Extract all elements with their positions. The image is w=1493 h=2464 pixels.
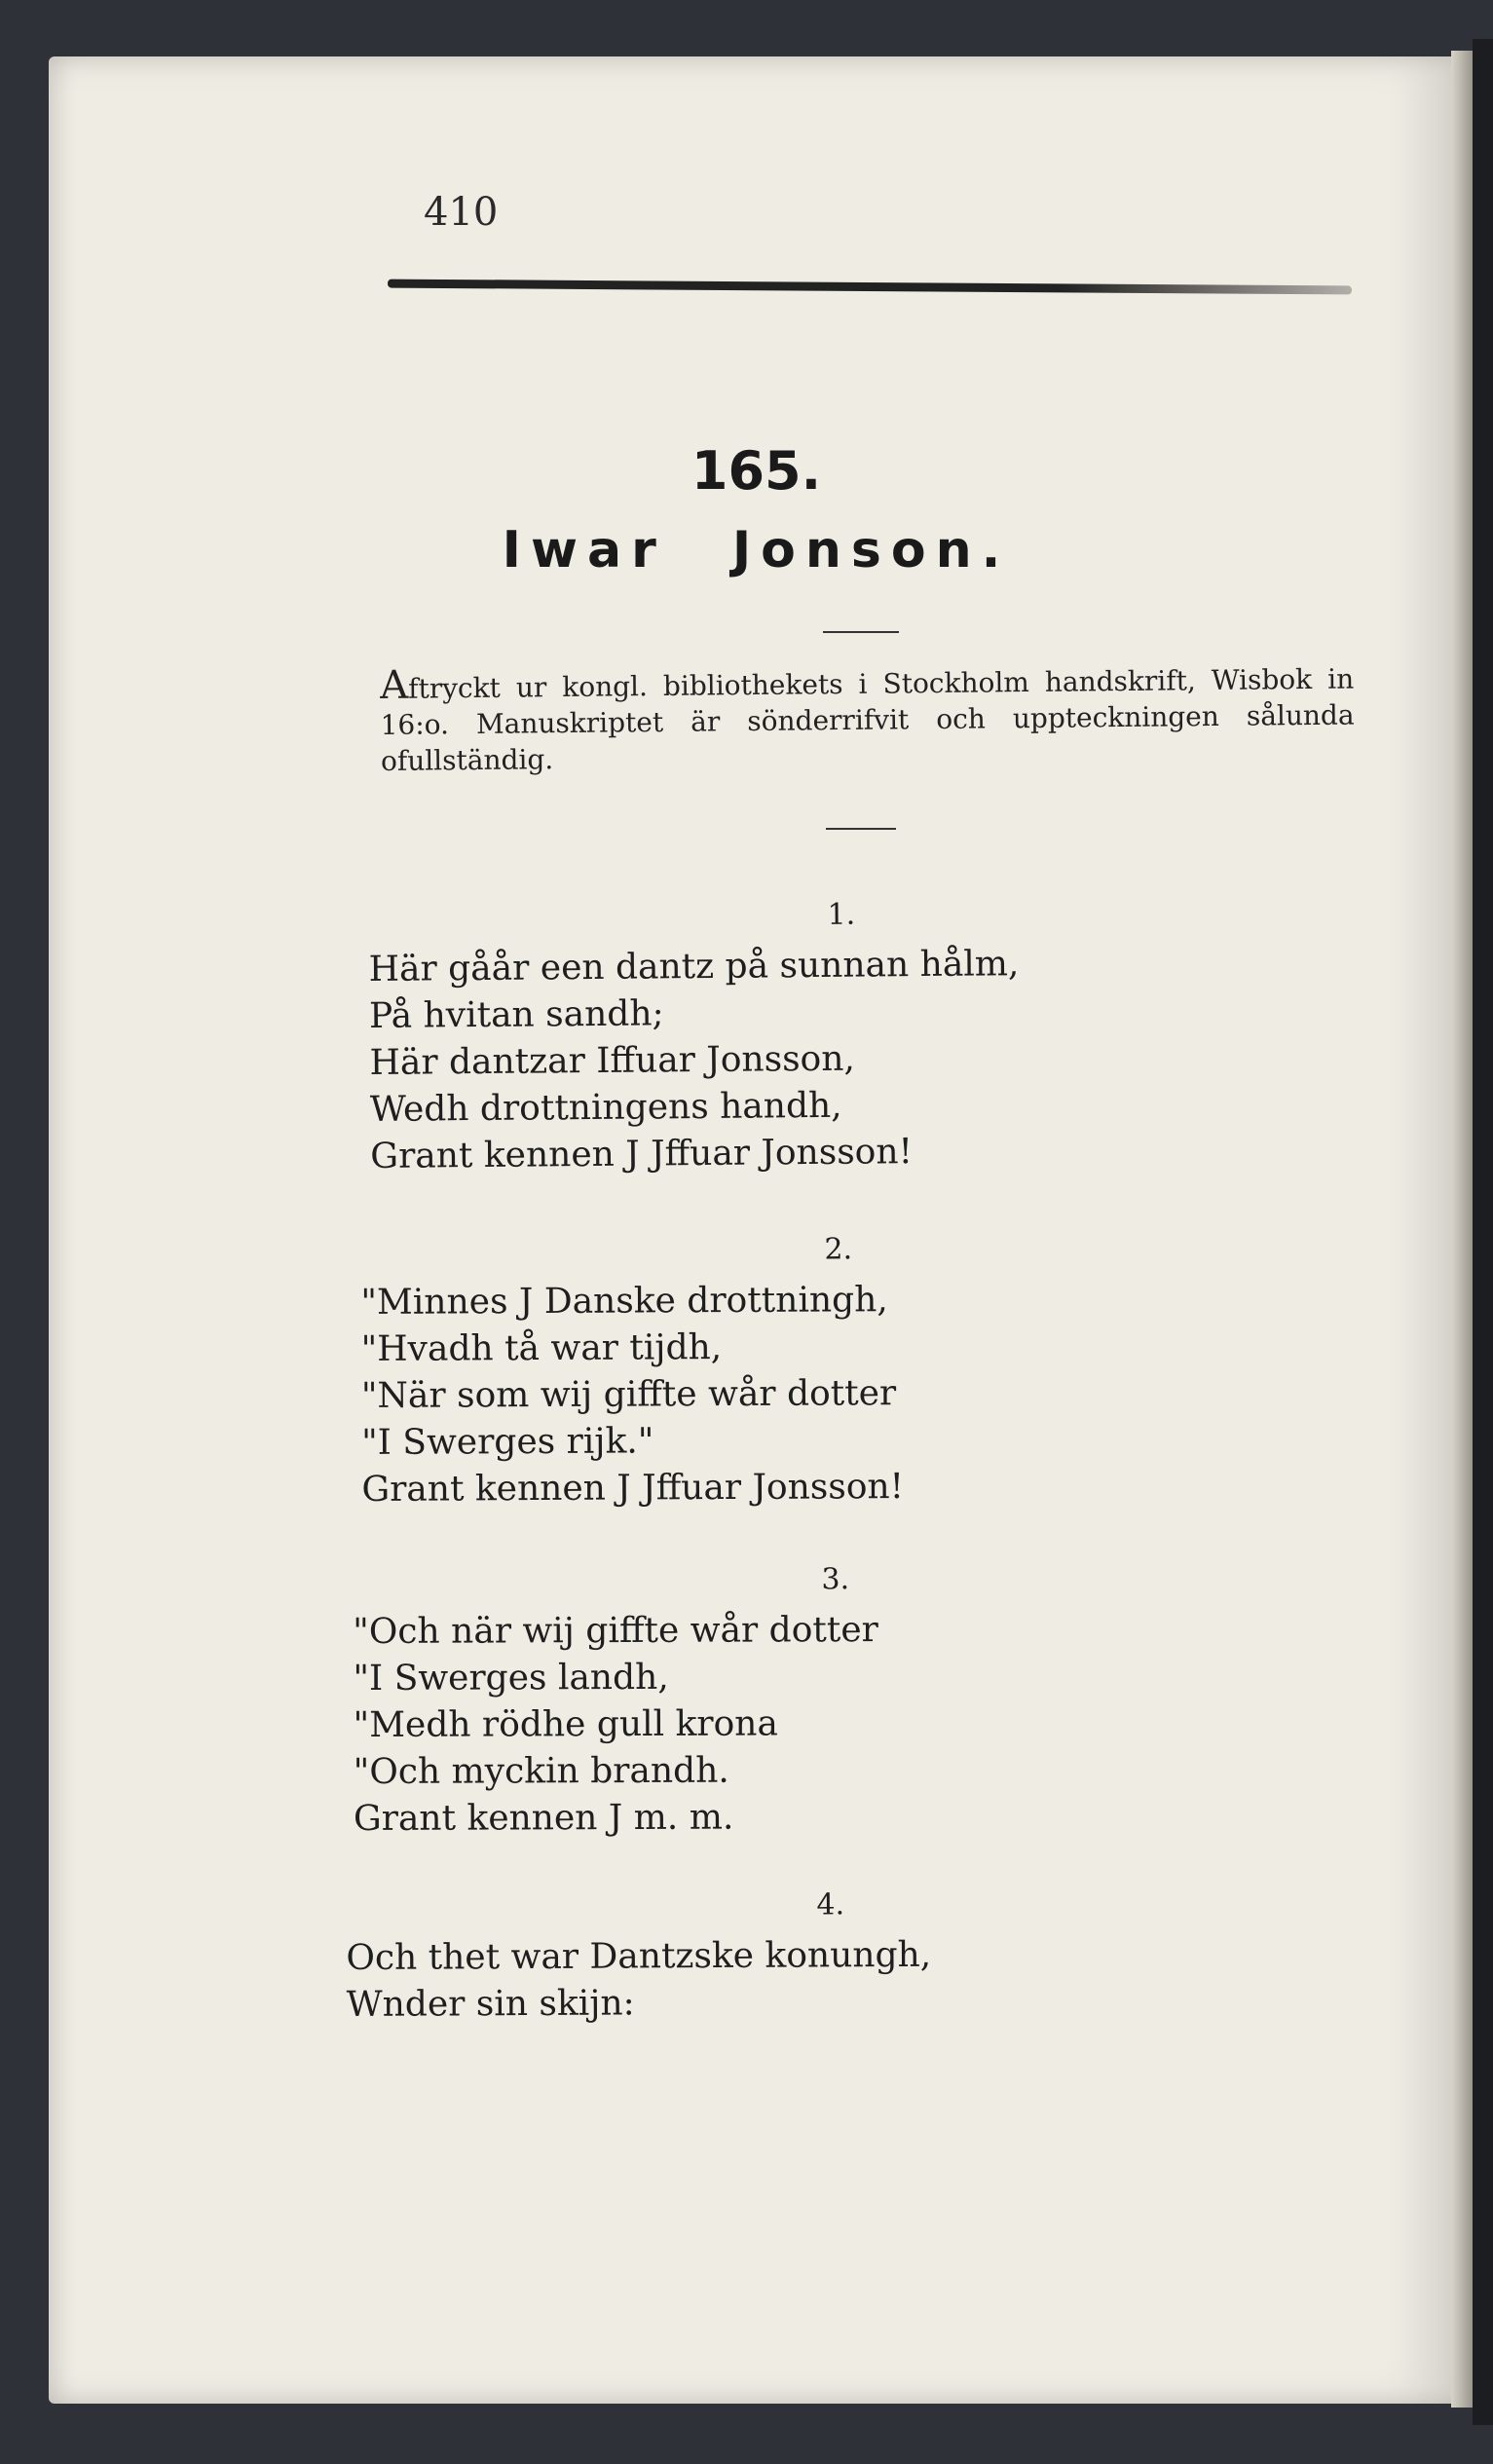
verse-line: "Och när wij giffte wår dotter	[353, 1610, 878, 1652]
verse-line: Här gåår een dantz på sunnan hålm,	[368, 944, 1020, 989]
intro-initial: A	[379, 662, 409, 708]
intro-paragraph	[380, 658, 1355, 779]
stanza-number: 3.	[821, 1562, 850, 1597]
verse-line: Grant kennen J m. m.	[353, 1797, 734, 1839]
stanza-number: 2.	[824, 1232, 853, 1267]
verse-line: Wedh drottningens handh,	[369, 1085, 842, 1130]
page-edge	[1451, 51, 1473, 2408]
verse-line: "I Swerges landh,	[353, 1657, 669, 1699]
intro-text: ftryckt ur kongl. bibliothekets i Stockholm handskrift, Wisbok in 16:o. Manuskriptet är sönderrifvit och uppteckningen sålunda ofullständig.	[380, 662, 1355, 777]
verse-line: "Minnes J Danske drottningh,	[360, 1280, 888, 1323]
verse-line: Här dantzar Iffuar Jonsson,	[369, 1038, 856, 1083]
song-number: 165.	[691, 440, 822, 502]
page-number: 410	[424, 190, 499, 235]
stanza-number: 4.	[816, 1887, 845, 1923]
verse-line: Grant kennen J Jffuar Jonsson!	[361, 1467, 905, 1510]
title-rule	[823, 631, 899, 633]
verse-line: Grant kennen J Jffuar Jonsson!	[370, 1132, 914, 1176]
song-title: Iwar Jonson.	[502, 521, 1011, 579]
verse-line: "I Swerges rijk."	[361, 1421, 654, 1463]
intro-rule	[826, 828, 896, 830]
verse-line: "Hvadh tå war tijdh,	[360, 1327, 723, 1369]
stanza-3	[353, 1556, 879, 1843]
stanza-1	[368, 890, 1021, 1180]
verse-line: "Och myckin brandh.	[353, 1750, 729, 1792]
verse-line: Och thet war Dantzske konungh,	[346, 1934, 932, 1978]
verse-line: "När som wij giffte wår dotter	[360, 1373, 897, 1416]
stanza-2	[360, 1226, 904, 1513]
verse-line: Wnder sin skijn:	[346, 1983, 635, 2025]
stanza-4	[346, 1882, 932, 2029]
book-spine	[1473, 39, 1493, 2425]
stanza-number: 1.	[827, 897, 856, 932]
verse-line: På hvitan sandh;	[368, 993, 664, 1036]
verse-line: "Medh rödhe gull krona	[353, 1703, 778, 1745]
